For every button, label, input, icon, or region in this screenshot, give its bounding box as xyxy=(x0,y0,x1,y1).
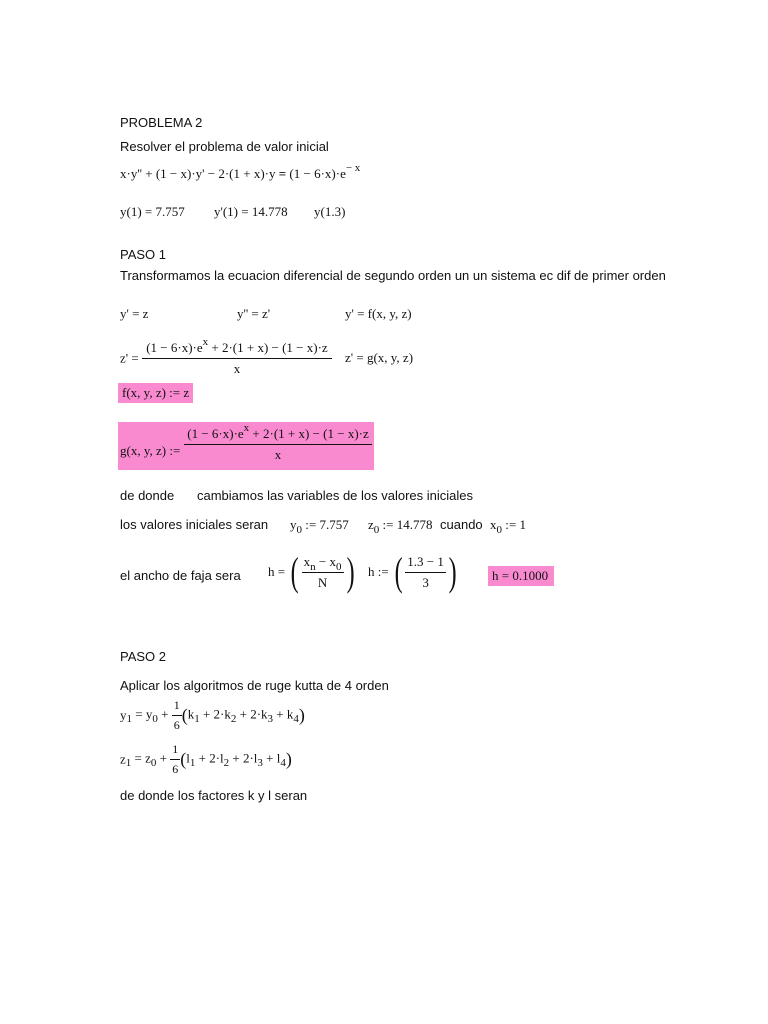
y1-frac-num: 1 xyxy=(172,698,182,716)
de-donde-label: de donde xyxy=(120,488,175,503)
z0-base: z xyxy=(368,517,374,532)
iniciales-label: los valores iniciales seran xyxy=(120,517,269,532)
g-num-part-b: + 2·(1 + x) − (1 − x)·z xyxy=(249,426,369,441)
g-denominator: x xyxy=(274,447,282,462)
z1-plus: + xyxy=(156,750,167,766)
h2-denominator: 3 xyxy=(422,574,429,590)
y0-assignment xyxy=(290,517,349,536)
substitution-1: y' = z xyxy=(120,306,149,321)
h-num-mid: − x xyxy=(315,553,337,569)
z1-sub: 1 xyxy=(125,757,132,770)
g-num-exponent: x xyxy=(243,422,250,434)
k-term-1: 1 xyxy=(194,713,200,726)
target-value: y(1.3) xyxy=(314,204,346,219)
rk-z1-formula xyxy=(120,742,292,778)
zprime-fraction xyxy=(142,336,332,377)
zprime-num-exponent: x xyxy=(202,336,209,348)
y0-value: := 7.757 xyxy=(302,517,349,532)
y0-sub: 0 xyxy=(296,524,302,536)
l-term-5: 3 xyxy=(257,757,263,770)
ancho-label: el ancho de faja sera xyxy=(120,568,241,583)
ode-exponent: − x xyxy=(345,162,361,174)
g-num-part-a: (1 − 6·x)·e xyxy=(187,426,244,441)
k-term-0: k xyxy=(187,706,195,722)
h-num-x: x xyxy=(303,553,311,569)
l-term-3: 2 xyxy=(223,757,230,770)
h-right-paren: ) xyxy=(346,549,355,594)
g-definition[interactable] xyxy=(118,422,374,470)
factores-text: de donde los factores k y l seran xyxy=(120,788,308,803)
y1-sub: 1 xyxy=(126,713,132,726)
h2-numerator: 1.3 − 1 xyxy=(405,554,446,573)
zprime-num-part-b: + 2·(1 + x) − (1 − x)·z xyxy=(208,340,328,355)
y1-frac-den: 6 xyxy=(173,718,180,732)
l-term-7: 4 xyxy=(280,757,286,770)
k-term-7: 4 xyxy=(293,713,299,726)
k-term-2: + 2·k xyxy=(199,706,231,722)
z1-frac-den: 6 xyxy=(172,762,179,776)
zprime-denominator: x xyxy=(233,361,241,376)
h-denominator: N xyxy=(317,574,328,590)
ode-rhs: (1 − 6·x)·e xyxy=(289,166,346,181)
ode-lhs: x·y'' + (1 − x)·y' − 2·(1 + x)·y xyxy=(120,166,276,181)
h-formula xyxy=(268,549,357,596)
ode-equation xyxy=(120,162,361,182)
zprime-equation xyxy=(120,336,332,377)
h-eq-label: h = xyxy=(268,564,286,579)
z1-base: z xyxy=(120,751,126,767)
cambiamos-text: cambiamos las variables de los valores iniciales xyxy=(197,488,474,503)
z0-assignment xyxy=(368,517,433,536)
k-term-3: 2 xyxy=(230,713,237,726)
l-term-4: + 2·l xyxy=(229,750,258,766)
zprime-label: z' = xyxy=(120,350,139,366)
h2-fraction xyxy=(405,554,446,591)
y1-right-paren: ) xyxy=(298,705,305,725)
y1-sub0: 0 xyxy=(152,713,158,726)
zprime-num-part-a: (1 − 6·x)·e xyxy=(146,340,203,355)
z1-sub0: 0 xyxy=(150,757,157,770)
zprime-g: z' = g(x, y, z) xyxy=(345,350,414,365)
x0-assignment xyxy=(490,517,526,536)
g-numerator xyxy=(184,422,372,445)
f-definition[interactable]: f(x, y, z) := z xyxy=(118,383,193,403)
z1-left-paren: ( xyxy=(180,749,187,769)
h-assign-label: h := xyxy=(368,564,389,579)
initial-condition-1: y(1) = 7.757 xyxy=(120,204,185,219)
rk-y1-formula xyxy=(120,698,305,734)
ode-equals: = xyxy=(278,166,287,181)
paso1-title: PASO 1 xyxy=(120,247,167,262)
z1-right-paren: ) xyxy=(285,749,292,769)
h-assignment xyxy=(368,549,459,596)
k-term-4: + 2·k xyxy=(236,706,268,722)
z1-eq: = z xyxy=(134,750,151,766)
g-fraction xyxy=(184,422,372,463)
z1-frac-num: 1 xyxy=(170,742,180,760)
h-num-sub-n: n xyxy=(310,560,316,573)
k-term-6: + k xyxy=(273,706,294,722)
l-term-0: l xyxy=(186,750,190,766)
x0-sub: 0 xyxy=(496,524,502,536)
x0-value: := 1 xyxy=(502,517,526,532)
h-numerator xyxy=(302,554,344,573)
y1-eq: = y xyxy=(135,706,153,722)
l-term-6: + l xyxy=(262,750,281,766)
k-term-5: 3 xyxy=(267,713,274,726)
paso2-title: PASO 2 xyxy=(120,649,167,664)
y1-plus: + xyxy=(157,706,169,722)
h2-left-paren: ( xyxy=(394,549,403,594)
initial-condition-2: y'(1) = 14.778 xyxy=(214,204,288,219)
problem-statement: Resolver el problema de valor inicial xyxy=(120,139,329,154)
l-term-2: + 2·l xyxy=(195,750,224,766)
y0-base: y xyxy=(290,517,297,532)
substitution-2: y'' = z' xyxy=(237,306,271,321)
h-num-sub-0: 0 xyxy=(336,560,342,573)
h-left-paren: ( xyxy=(291,549,300,594)
l-term-1: 1 xyxy=(189,757,196,770)
paso1-description: Transformamos la ecuacion diferencial de segundo orden un un sistema ec dif de primer orden xyxy=(120,268,666,283)
y1-fraction xyxy=(172,698,182,733)
x0-base: x xyxy=(490,517,497,532)
y1-base: y xyxy=(120,707,127,723)
z0-value: := 14.778 xyxy=(379,517,433,532)
cuando-label: cuando xyxy=(440,517,483,532)
z1-fraction xyxy=(170,742,180,777)
h-result[interactable]: h = 0.1000 xyxy=(488,566,554,586)
substitution-3: y' = f(x, y, z) xyxy=(345,306,412,321)
paso2-description: Aplicar los algoritmos de ruge kutta de 4 orden xyxy=(120,678,389,693)
h-fraction xyxy=(302,554,344,591)
h2-right-paren: ) xyxy=(448,549,457,594)
z0-sub: 0 xyxy=(373,524,380,536)
y1-left-paren: ( xyxy=(181,705,188,725)
zprime-numerator xyxy=(142,336,332,359)
g-label: g(x, y, z) := xyxy=(120,443,181,458)
problem-title: PROBLEMA 2 xyxy=(120,115,203,130)
